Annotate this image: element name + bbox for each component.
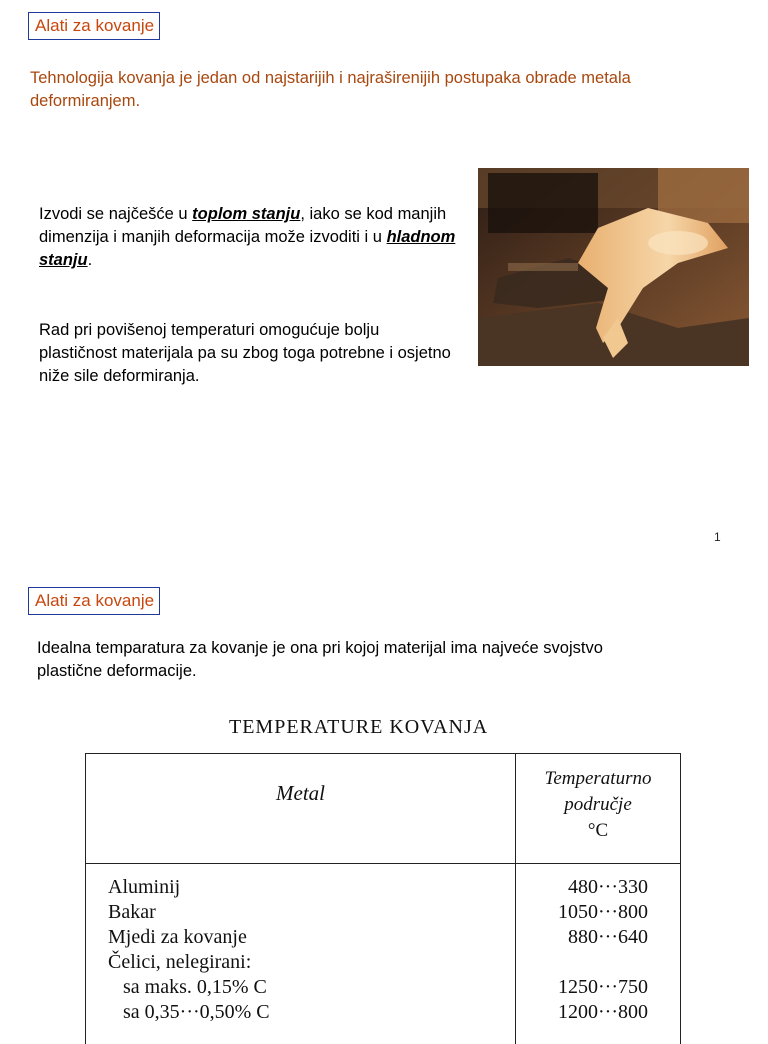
forging-photo-graphic: [478, 168, 749, 366]
slide2-intro: Idealna temparatura za kovanje je ona pri kojoj materijal ima najveće svojstvo plastične deformacije.: [37, 639, 603, 680]
paragraph1-text-after: .: [87, 251, 93, 269]
page-number: 1: [714, 530, 721, 544]
table-row-temp: 480···330: [568, 876, 648, 898]
table-title: TEMPERATURE KOVANJA: [229, 716, 489, 738]
header-metal: Metal: [276, 781, 325, 805]
table-row-temp: 1050···800: [558, 901, 648, 923]
table-row-metal: sa maks. 0,15% C: [108, 976, 267, 998]
table-row-temp: 880···640: [568, 926, 648, 948]
header-temperature: [516, 766, 680, 844]
paragraph1-text-before: Izvodi se najčešće u: [39, 205, 193, 223]
table-row-temp: 1250···750: [558, 976, 648, 998]
table-row-metal: Bakar: [108, 901, 156, 923]
slide2-title-text: Alati za kovanje: [35, 591, 155, 610]
emphasis-toplom-stanju: toplom stanju: [192, 205, 301, 223]
header-temp-line2: područje: [564, 794, 632, 815]
forging-photo: [478, 168, 749, 366]
emphasis-hladnom-stanju: hladnom stanju: [39, 228, 456, 269]
table-row-metal: sa 0,35···0,50% C: [108, 1001, 270, 1023]
paragraph1-text-middle: , iako se kod manjih dimenzija i manjih deformacija može izvoditi i u: [39, 205, 447, 246]
slide2-title: [28, 587, 160, 615]
table-row-metal: Mjedi za kovanje: [108, 926, 247, 948]
forging-temperature-table: [85, 753, 681, 1044]
slide1-paragraph2: Rad pri povišenoj temperaturi omogućuje bolju plastičnost materijala pa su zbog toga potrebne i osjetno niže sile deformiranja.: [39, 321, 451, 385]
table-row-metal: Aluminij: [108, 876, 181, 898]
table-header-divider: [86, 863, 680, 864]
slide1-paragraph1: [39, 203, 459, 272]
header-temp-line3: °C: [587, 820, 609, 841]
table-row-temp: 1200···800: [558, 1001, 648, 1023]
slide1-intro: Tehnologija kovanja je jedan od najstarijih i najraširenijih postupaka obrade metala deformiranjem.: [30, 69, 631, 110]
header-temp-line1: Temperaturno: [544, 768, 652, 789]
table-row-metal: Čelici, nelegirani:: [108, 951, 252, 973]
slide1-title-text: Alati za kovanje: [35, 16, 155, 35]
slide1-title: [28, 12, 160, 40]
